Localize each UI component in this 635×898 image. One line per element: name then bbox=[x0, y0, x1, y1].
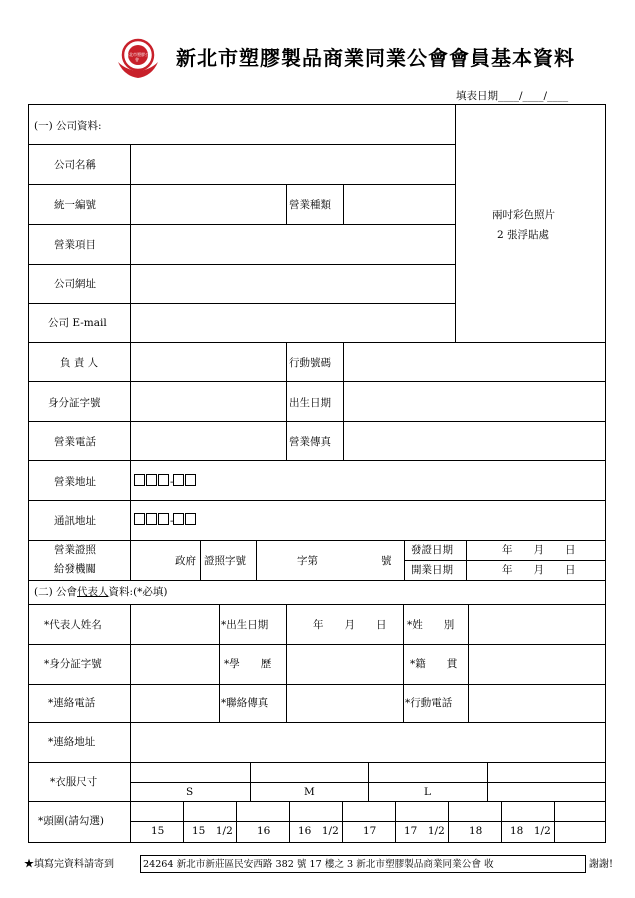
issue-date-ymd[interactable]: 年 月 日 bbox=[502, 544, 576, 556]
label-id-no: 身分証字號 bbox=[48, 397, 101, 409]
fill-date: 填表日期____/____/____ bbox=[456, 90, 569, 102]
hat-size-17[interactable]: 17 bbox=[363, 825, 377, 837]
label-email: 公司 E-mail bbox=[48, 317, 107, 329]
label-zi-di: 字第 bbox=[297, 555, 318, 567]
birth-date-field[interactable] bbox=[344, 382, 605, 420]
mail-postal-boxes[interactable]: - bbox=[134, 513, 197, 528]
label-fax: 營業傳真 bbox=[289, 436, 331, 448]
label-phone: 營業電話 bbox=[54, 436, 96, 448]
label-mobile: 行動號碼 bbox=[289, 357, 331, 369]
logo-text: 新北市塑膠公會 bbox=[125, 52, 149, 62]
label-hao: 號 bbox=[381, 555, 392, 567]
representative-link: 代表人 bbox=[77, 586, 109, 598]
hat-size-15[interactable]: 15 bbox=[151, 825, 165, 837]
education-field[interactable] bbox=[287, 645, 402, 683]
label-license-no: 證照字號 bbox=[204, 555, 246, 567]
company-name-field[interactable] bbox=[131, 145, 454, 183]
rep-name-field[interactable] bbox=[131, 605, 218, 643]
size-m[interactable]: M bbox=[304, 786, 315, 798]
size-s[interactable]: S bbox=[186, 786, 194, 798]
rep-fax-field[interactable] bbox=[287, 685, 402, 721]
biz-postal-boxes[interactable]: - bbox=[134, 474, 197, 489]
fax-field[interactable] bbox=[344, 422, 605, 459]
label-biz-address: 營業地址 bbox=[54, 476, 96, 488]
label-rep-phone: *連絡電話 bbox=[48, 697, 96, 709]
email-field[interactable] bbox=[131, 304, 454, 341]
photo-area-line2: 2 張浮貼處 bbox=[497, 229, 550, 241]
rep-birth-ymd[interactable]: 年 月 日 bbox=[313, 619, 387, 631]
business-type-field[interactable] bbox=[344, 185, 454, 223]
owner-field[interactable] bbox=[131, 343, 285, 380]
label-owner: 負 責 人 bbox=[60, 357, 99, 369]
label-education: *學 歷 bbox=[224, 658, 272, 670]
label-website: 公司網址 bbox=[54, 278, 96, 290]
hat-size-17-half[interactable]: 17 1/2 bbox=[404, 825, 445, 837]
label-license-line1: 營業證照 bbox=[54, 544, 96, 556]
open-date-ymd[interactable]: 年 月 日 bbox=[502, 564, 576, 576]
label-rep-id: *身分証字號 bbox=[44, 658, 102, 670]
hat-size-16-half[interactable]: 16 1/2 bbox=[298, 825, 339, 837]
label-business-items: 營業項目 bbox=[54, 239, 96, 251]
section2-heading: (二) 公會代表人資料:(*必填) bbox=[34, 586, 168, 598]
hat-size-18[interactable]: 18 bbox=[469, 825, 483, 837]
label-birth-date: 出生日期 bbox=[289, 397, 331, 409]
footer-address: 24264 新北市新莊區民安西路 382 號 17 樓之 3 新北市塑膠製品商業同業公會 收 bbox=[140, 855, 586, 873]
label-issue-date: 發證日期 bbox=[411, 544, 453, 556]
hat-size-15-half[interactable]: 15 1/2 bbox=[192, 825, 233, 837]
label-rep-name: *代表人姓名 bbox=[44, 619, 102, 631]
label-rep-birth: *出生日期 bbox=[221, 619, 269, 631]
label-rep-fax: *聯絡傳真 bbox=[221, 697, 269, 709]
photo-area-line1: 兩吋彩色照片 bbox=[492, 209, 555, 221]
label-business-type: 營業種類 bbox=[289, 199, 331, 211]
size-l[interactable]: L bbox=[424, 786, 431, 798]
rep-address-field[interactable] bbox=[131, 723, 605, 761]
label-clothes: *衣服尺寸 bbox=[50, 776, 98, 788]
rep-phone-field[interactable] bbox=[131, 685, 218, 721]
label-company-name: 公司名稱 bbox=[54, 159, 96, 171]
label-mail-address: 通訊地址 bbox=[54, 515, 96, 527]
label-tax-id: 統一編號 bbox=[54, 199, 96, 211]
label-license-line2: 給發機關 bbox=[54, 563, 96, 575]
rep-mobile-field[interactable] bbox=[469, 685, 605, 721]
hat-size-18-half[interactable]: 18 1/2 bbox=[510, 825, 551, 837]
footer-suffix: 謝謝! bbox=[589, 859, 614, 870]
label-native: *籍 貫 bbox=[410, 658, 458, 670]
footer-prefix: ★填寫完資料請寄到 bbox=[24, 859, 114, 870]
label-gender: *姓 別 bbox=[407, 619, 455, 631]
label-hat: *頭圍(請勾選) bbox=[38, 815, 104, 827]
phone-field[interactable] bbox=[131, 422, 285, 459]
hat-size-16[interactable]: 16 bbox=[257, 825, 271, 837]
rep-id-field[interactable] bbox=[131, 645, 218, 683]
section1-heading: (一) 公司資料: bbox=[34, 120, 102, 132]
tax-id-field[interactable] bbox=[131, 185, 285, 223]
mobile-field[interactable] bbox=[344, 343, 605, 380]
native-field[interactable] bbox=[469, 645, 605, 683]
gender-field[interactable] bbox=[469, 605, 605, 643]
label-open-date: 開業日期 bbox=[411, 564, 453, 576]
website-field[interactable] bbox=[131, 265, 454, 302]
id-no-field[interactable] bbox=[131, 382, 285, 420]
label-rep-address: *連絡地址 bbox=[48, 736, 96, 748]
label-gov: 政府 bbox=[175, 555, 196, 567]
business-items-field[interactable] bbox=[131, 225, 454, 263]
label-rep-mobile: *行動電話 bbox=[405, 697, 453, 709]
page-title: 新北市塑膠製品商業同業公會會員基本資料 bbox=[176, 46, 575, 70]
